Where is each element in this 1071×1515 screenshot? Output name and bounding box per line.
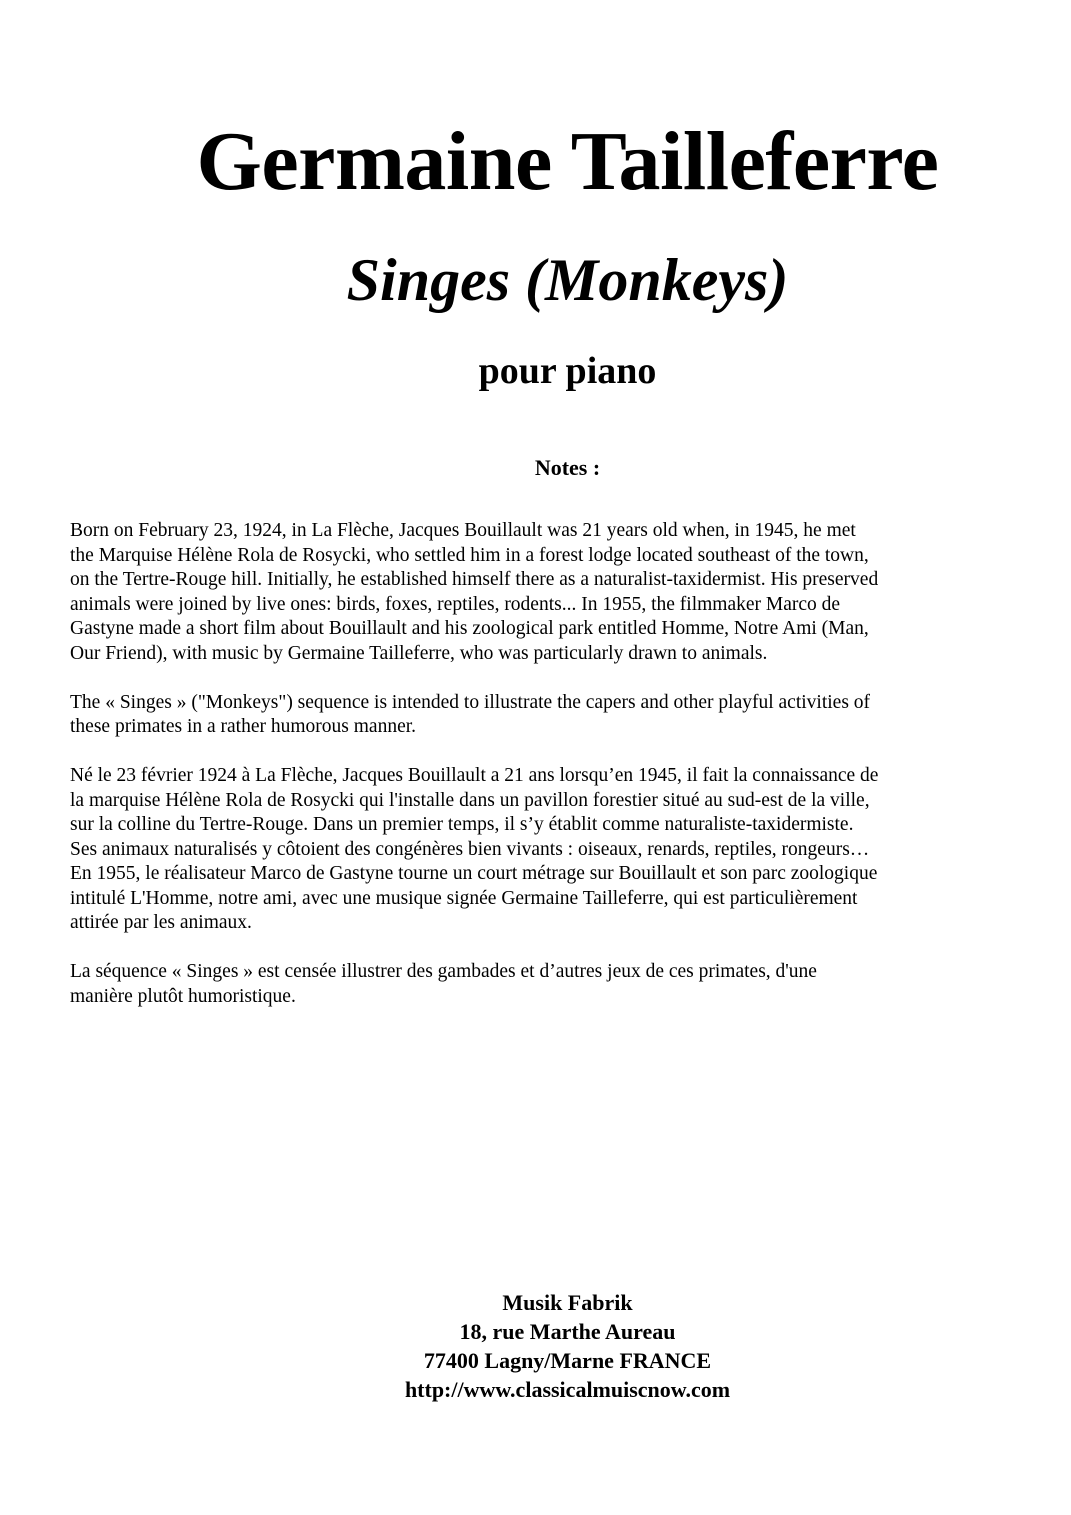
notes-heading: Notes : — [534, 455, 601, 480]
text-line: la marquise Hélène Rola de Rosycki qui l'installe dans un pavillon forestier situé au sud-est de la ville, — [70, 789, 870, 811]
publisher-city: 77400 Lagny/Marne FRANCE — [423, 1348, 712, 1373]
text-line: Ses animaux naturalisés y côtoient des congénères bien vivants : oiseaux, renards, reptiles, rongeurs… — [70, 838, 870, 860]
publisher-block — [0, 1288, 1071, 1404]
text-line: sur la colline du Tertre-Rouge. Dans un premier temps, il s’y établit comme naturaliste-taxidermiste. — [70, 814, 854, 835]
text-line: La séquence « Singes » est censée illustrer des gambades et d’autres jeux de ces primates, d'une — [70, 961, 817, 982]
composer-name: Germaine Tailleferre — [196, 115, 939, 208]
publisher-name: Musik Fabrik — [502, 1290, 633, 1315]
notes-paragraph-french-sequence — [70, 960, 970, 1009]
text-line: attirée par les animaux. — [70, 912, 252, 933]
instrumentation: pour piano — [478, 350, 657, 392]
text-line: Né le 23 février 1924 à La Flèche, Jacques Bouillault a 21 ans lorsqu’en 1945, il fait la connaissance de — [70, 765, 879, 786]
text-line: the Marquise Hélène Rola de Rosycki, who settled him in a forest lodge located southeast of the town, — [70, 544, 869, 566]
publisher-website-link[interactable]: http://www.classicalmuiscnow.com — [404, 1377, 731, 1402]
text-line: The « Singes » ("Monkeys") sequence is intended to illustrate the capers and other playful activities of — [70, 691, 871, 713]
publisher-street: 18, rue Marthe Aureau — [459, 1319, 676, 1344]
text-line: manière plutôt humoristique. — [70, 985, 296, 1007]
text-line: animals were joined by live ones: birds, foxes, reptiles, rodents... In 1955, the filmmaker Marco de — [70, 593, 841, 615]
text-line: En 1955, le réalisateur Marco de Gastyne tourne un court métrage sur Bouillault et son parc zoologique — [70, 863, 878, 884]
notes-paragraph-french-intro — [70, 764, 970, 936]
text-line: Gastyne made a short film about Bouillault and his zoological park entitled Homme, Notre Ami (Man, — [70, 618, 869, 639]
text-line: these primates in a rather humorous manner. — [70, 716, 417, 737]
text-line: intitulé L'Homme, notre ami, avec une musique signée Germaine Tailleferre, qui est particulièrement — [70, 887, 858, 909]
text-line: Born on February 23, 1924, in La Flèche, Jacques Bouillault was 21 years old when, in 1945, he met — [70, 520, 856, 541]
notes-body — [70, 519, 970, 1034]
text-line: on the Tertre-Rouge hill. Initially, he established himself there as a naturalist-taxidermist. His preserved — [70, 569, 879, 590]
text-line: Our Friend), with music by Germaine Tailleferre, who was particularly drawn to animals. — [70, 642, 768, 664]
work-title: Singes (Monkeys) — [346, 247, 789, 313]
notes-paragraph-english-intro — [70, 519, 970, 666]
notes-paragraph-english-sequence — [70, 691, 970, 740]
